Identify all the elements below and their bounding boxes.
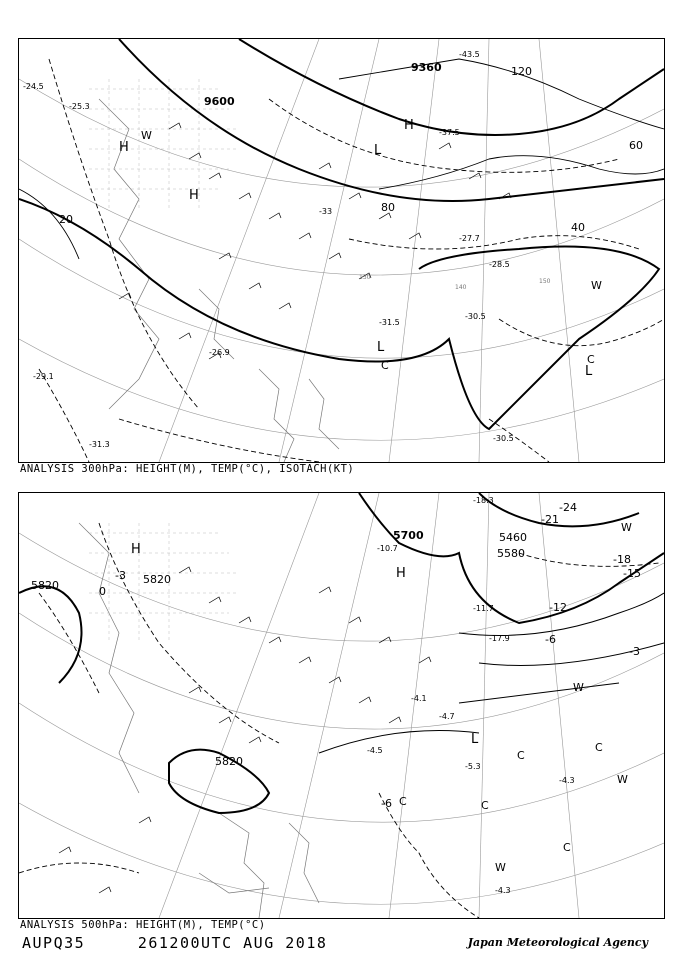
temperature-label: -28.5 — [489, 260, 510, 269]
zone-label-c: C — [563, 841, 571, 854]
map-panel-500hpa — [18, 492, 665, 919]
temperature-label: -26.9 — [209, 348, 230, 357]
temperature-label: -31.3 — [89, 440, 110, 449]
temperature-label: -31.5 — [379, 318, 400, 327]
chart-code: AUPQ35 — [22, 934, 86, 952]
temperature-label: -4.3 — [559, 776, 575, 785]
temperature-label: -4.1 — [411, 694, 427, 703]
height-contours — [19, 39, 664, 429]
temperature-label: -10.7 — [377, 544, 398, 553]
isotach-label-120: 120 — [511, 65, 532, 78]
coastline — [79, 523, 319, 918]
longitude-label: 140 — [455, 284, 467, 291]
isotherms — [19, 523, 659, 918]
temperature-label: -24.5 — [23, 82, 44, 91]
isotach-label-60: 60 — [629, 139, 643, 152]
zone-label-w: W — [621, 521, 632, 534]
zone-label-c: C — [481, 799, 489, 812]
isotach-label-20: 20 — [59, 213, 73, 226]
temperature-label: -4.5 — [367, 746, 383, 755]
longitude-label: 150 — [539, 278, 551, 285]
graticule — [19, 493, 664, 918]
height-label-5820: 5820 — [215, 755, 243, 768]
isotherm-label: -6 — [545, 633, 556, 646]
pressure-center-h: H — [131, 542, 141, 557]
temperature-label: -4.3 — [495, 886, 511, 895]
wind-barbs — [59, 567, 431, 893]
isotherm-label: -3 — [115, 569, 126, 582]
isotherm-label: -3 — [629, 645, 640, 658]
zone-label-c: C — [399, 795, 407, 808]
temperature-label: -11.7 — [473, 604, 494, 613]
pressure-center-h: H — [189, 188, 199, 203]
pressure-center-h: H — [396, 566, 406, 581]
temperature-label: -27.7 — [459, 234, 480, 243]
isotherm-label: -15 — [623, 567, 641, 580]
zone-label-c: C — [595, 741, 603, 754]
temperature-label: -30.5 — [493, 434, 514, 443]
map-panel-300hpa — [18, 38, 665, 463]
map-300hpa-svg — [19, 39, 664, 462]
isotherm-label: -12 — [549, 601, 567, 614]
isotherms — [39, 59, 664, 462]
longitude-label: 130 — [359, 274, 371, 281]
height-label-9360: 9360 — [411, 61, 442, 74]
zone-label-w: W — [617, 773, 628, 786]
pressure-center-h: H — [119, 140, 129, 155]
zone-label-w: W — [591, 279, 602, 292]
isotherm-label: 0 — [99, 585, 106, 598]
height-label-5700: 5700 — [393, 529, 424, 542]
zone-label-c: C — [517, 749, 525, 762]
pressure-center-l: L — [377, 340, 385, 355]
height-label-5460: 5460 — [499, 531, 527, 544]
pressure-center-h: H — [404, 118, 414, 133]
temperature-label: -33 — [319, 207, 333, 216]
height-label-5820: 5820 — [143, 573, 171, 586]
valid-time: 261200UTC AUG 2018 — [137, 934, 328, 952]
zone-label-w: W — [141, 129, 152, 142]
isotach-label-80: 80 — [381, 201, 395, 214]
temperature-label: -18.3 — [473, 496, 494, 505]
isotach-label-40: 40 — [571, 221, 585, 234]
map-labels — [31, 496, 641, 895]
temperature-label: -37.5 — [439, 128, 460, 137]
isotherm-label: -21 — [541, 513, 559, 526]
isotherm-label: -6 — [381, 797, 392, 810]
temperature-label: -30.5 — [465, 312, 486, 321]
temperature-label: -17.9 — [489, 634, 510, 643]
chart-footer — [22, 934, 327, 952]
map-500hpa-svg — [19, 493, 664, 918]
pressure-center-l: L — [585, 364, 593, 379]
height-label-9600: 9600 — [204, 95, 235, 108]
temperature-label: -43.5 — [459, 50, 480, 59]
wind-barbs — [119, 123, 511, 359]
zone-label-w: W — [573, 681, 584, 694]
coastline — [99, 99, 339, 462]
caption-500hpa: ANALYSIS 500hPa: HEIGHT(M), TEMP(°C) — [20, 919, 266, 931]
isotherm-label: -18 — [613, 553, 631, 566]
zone-label-c: C — [587, 353, 595, 366]
zone-label-w: W — [495, 861, 506, 874]
pressure-center-l: L — [374, 143, 382, 158]
map-labels — [23, 50, 643, 449]
temperature-label: -4.7 — [439, 712, 455, 721]
height-label-5580: 5580 — [497, 547, 525, 560]
agency-name: Japan Meteorological Agency — [467, 936, 648, 949]
temperature-label: -29.1 — [33, 372, 54, 381]
height-label-5820: 5820 — [31, 579, 59, 592]
caption-300hpa: ANALYSIS 300hPa: HEIGHT(M), TEMP(°C), ISOTACH(KT) — [20, 463, 355, 475]
pressure-center-h: L — [471, 732, 479, 747]
temperature-label: -5.3 — [465, 762, 481, 771]
zone-label-c: C — [381, 359, 389, 372]
isotherm-label: -24 — [559, 501, 577, 514]
temperature-label: -25.3 — [69, 102, 90, 111]
